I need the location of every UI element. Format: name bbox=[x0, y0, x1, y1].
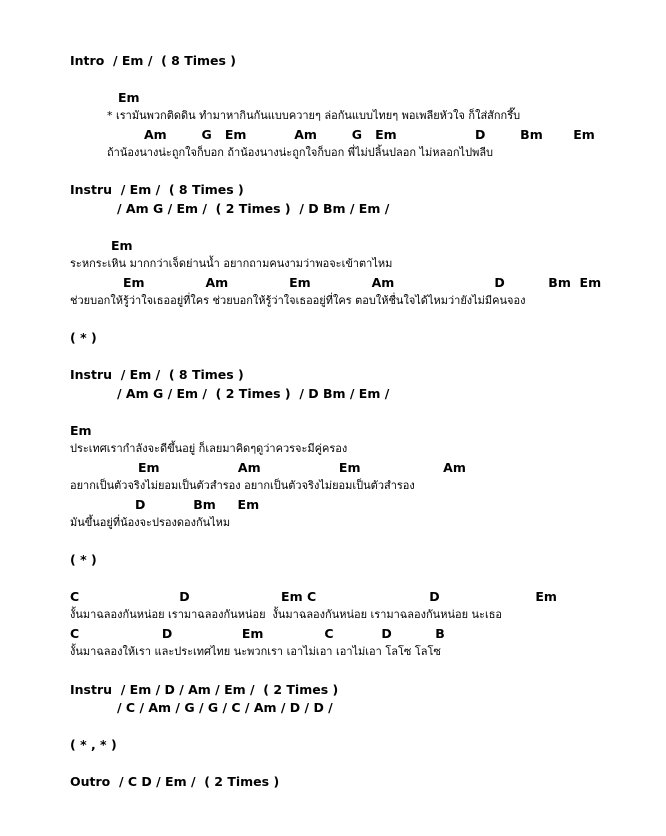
chord-line: Em Am Em Am bbox=[138, 460, 466, 475]
instru-pattern: / Am G / Em / ( 2 Times ) / D Bm / Em / bbox=[117, 386, 390, 401]
lyric-line: อยากเป็นตัวจริงไม่ยอมเป็นตัวสำรอง อยากเป็นตัวจริงไม่ยอมเป็นตัวสำรอง bbox=[70, 479, 415, 492]
chord-line: Em bbox=[70, 423, 92, 438]
lyric-line: ช่วยบอกให้รู้ว่าใจเธออยู่ที่ใคร ช่วยบอกให้รู้ว่าใจเธออยู่ที่ใคร ตอบให้ชื่นใจได้ไหมว่ายังไม่มีคนจอง bbox=[70, 294, 526, 307]
lyric-line: มันขึ้นอยู่ที่น้องจะปรองดองกันไหม bbox=[70, 516, 231, 529]
chorus-marker: ( * , * ) bbox=[70, 737, 117, 752]
chord-line: Em Am Em Am D Bm Em bbox=[123, 275, 602, 290]
lyric-line: ระหกระเหิน มากกว่าเจ็ดย่านน้ำ อยากถามคนงามว่าพอจะเข้าตาไหม bbox=[70, 257, 393, 270]
chord-line: D Bm Em bbox=[135, 497, 260, 512]
lyric-line: งั้นมาฉลองให้เรา และประเทศไทย นะพวกเรา เอาไม่เอา เอาไม่เอา โลโซ โลโซ bbox=[70, 645, 441, 658]
instru-line: Instru / Em / D / Am / Em / ( 2 Times ) bbox=[70, 682, 339, 697]
lyric-line: ถ้าน้องนางน่ะถูกใจก็บอก ถ้าน้องนางน่ะถูกใจก็บอก พี่ไม่ปลิ้นปลอก ไม่หลอกไปพลีบ bbox=[107, 146, 494, 159]
chord-line: Em bbox=[118, 90, 140, 105]
intro-line: Intro / Em / ( 8 Times ) bbox=[70, 53, 237, 68]
instru-line: Instru / Em / ( 8 Times ) bbox=[70, 367, 244, 382]
chord-line: C D Em C D B bbox=[70, 626, 445, 641]
instru-pattern: / C / Am / G / G / C / Am / D / D / bbox=[117, 700, 333, 715]
instru-line: Instru / Em / ( 8 Times ) bbox=[70, 182, 244, 197]
outro-line: Outro / C D / Em / ( 2 Times ) bbox=[70, 774, 280, 789]
chorus-marker: ( * ) bbox=[70, 552, 97, 567]
lyric-line: * เรามันพวกติดดิน ทำมาหากินกันแบบควายๆ ล่อกันแบบไทยๆ พอเพลียหัวใจ ก็ใส่สักกรึ๊บ bbox=[107, 109, 521, 122]
instru-pattern: / Am G / Em / ( 2 Times ) / D Bm / Em / bbox=[117, 201, 390, 216]
lyric-line: ประเทศเรากำลังจะดีขึ้นอยู่ ก็เลยมาคิดๆดูว่าควรจะมีคู่ครอง bbox=[70, 442, 348, 455]
chord-line: C D Em C D Em bbox=[70, 589, 557, 604]
chorus-marker: ( * ) bbox=[70, 330, 97, 345]
chord-line: Em bbox=[111, 238, 133, 253]
lyric-line: งั้นมาฉลองกันหน่อย เรามาฉลองกันหน่อย งั้นมาฉลองกันหน่อย เรามาฉลองกันหน่อย นะเธอ bbox=[70, 608, 503, 621]
chord-line: Am G Em Am G Em D Bm Em bbox=[144, 127, 595, 142]
